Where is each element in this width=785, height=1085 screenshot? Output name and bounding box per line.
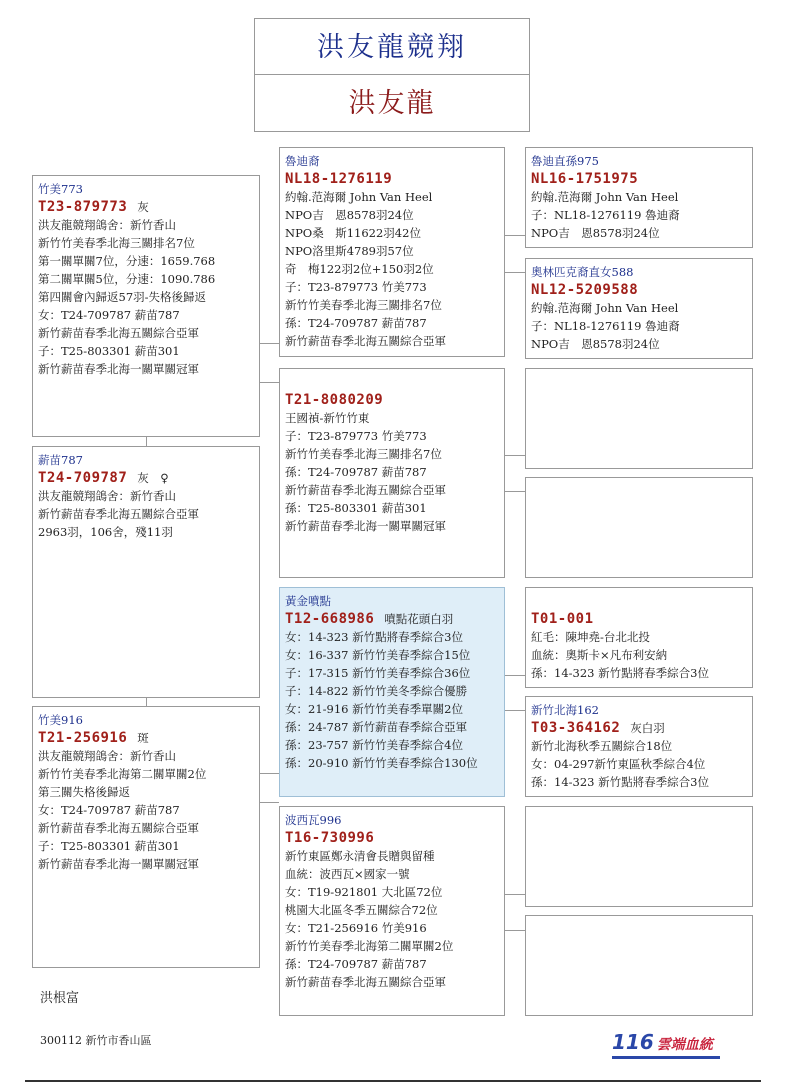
record-line: 孫：T24-709787 薪苗787 bbox=[285, 316, 427, 330]
bird-name: 魯迪直孫975 bbox=[531, 154, 599, 168]
connector bbox=[505, 930, 525, 931]
ring-number bbox=[38, 729, 254, 747]
pedigree-box-ddd bbox=[525, 915, 753, 1016]
record-line: 新竹東區鄭永清會長贈與留種 bbox=[285, 849, 435, 863]
record-line: 新竹薪苗春季北海五關綜合亞軍 bbox=[285, 975, 446, 989]
pedigree-box-dsd bbox=[525, 696, 753, 797]
record-line: 新竹竹美春季北海三關排名7位 bbox=[285, 298, 442, 312]
record-line: 新竹薪苗春季北海五關綜合亞軍 bbox=[285, 334, 446, 348]
ring-number bbox=[285, 391, 499, 409]
record-line: 洪友龍競翔鴿舍：新竹香山 bbox=[38, 489, 176, 503]
address: 300112 新竹市香山區 bbox=[40, 1034, 152, 1047]
record-line: 子：T23-879773 竹美773 bbox=[285, 429, 427, 443]
record-line: 女：T24-709787 薪苗787 bbox=[38, 803, 180, 817]
pedigree-box-sds bbox=[525, 368, 753, 469]
ring-number bbox=[285, 829, 499, 847]
ring-number bbox=[531, 719, 747, 737]
record-line: 約翰.范海爾 John Van Heel bbox=[285, 190, 433, 204]
record-line: NPO吉 恩8578羽24位 bbox=[531, 226, 660, 240]
record-line: 2963羽，106舍，殘11羽 bbox=[38, 525, 173, 539]
pedigree-box-dss bbox=[525, 587, 753, 688]
logo-number: 116 bbox=[612, 1030, 654, 1054]
record-line: 約翰.范海爾 John Van Heel bbox=[531, 190, 679, 204]
divider bbox=[25, 1080, 761, 1082]
pedigree-box-self bbox=[32, 446, 260, 698]
connector bbox=[505, 272, 525, 273]
pedigree-box-dds bbox=[525, 806, 753, 907]
pedigree-box-sire bbox=[32, 175, 260, 437]
record-line: NPO吉 恩8578羽24位 bbox=[285, 208, 414, 222]
ring-number bbox=[285, 170, 499, 188]
bird-name: 奧林匹克裔直女588 bbox=[531, 265, 634, 279]
pedigree-box-sire-dam bbox=[279, 368, 505, 578]
bird-name: 薪苗787 bbox=[38, 453, 83, 467]
pedigree-box-dam bbox=[32, 706, 260, 968]
record-line: 第一關單關7位，分速：1659.768 bbox=[38, 254, 216, 268]
ring-number-text: T23-879773 bbox=[38, 199, 128, 215]
record-line: 孫：T25-803301 薪苗301 bbox=[285, 501, 427, 515]
owner-name: 洪友龍 bbox=[254, 74, 530, 132]
record-line: 子：NL18-1276119 魯迪裔 bbox=[531, 208, 680, 222]
ring-number bbox=[38, 469, 254, 487]
ring-number bbox=[38, 198, 254, 216]
record-line: 子：NL18-1276119 魯迪裔 bbox=[531, 319, 680, 333]
logo-text: 雲端血統 bbox=[656, 1037, 713, 1053]
record-line: 孫：20-910 新竹竹美春季綜合130位 bbox=[285, 756, 478, 770]
record-line: 孫：T24-709787 薪苗787 bbox=[285, 465, 427, 479]
record-line: 新竹薪苗春季北海一關單關冠軍 bbox=[285, 519, 446, 533]
record-line: 洪友龍競翔鴿舍：新竹香山 bbox=[38, 218, 176, 232]
record-line: 奇 梅122羽2位+150羽2位 bbox=[285, 262, 434, 276]
record-line: 孫：24-787 新竹薪苗春季綜合亞軍 bbox=[285, 720, 468, 734]
record-line: NPO洛里斯4789羽57位 bbox=[285, 244, 414, 258]
ring-number-text: T16-730996 bbox=[285, 830, 375, 846]
breeder-name: 洪根富 bbox=[40, 991, 80, 1006]
record-line: NPO桑 斯11622羽42位 bbox=[285, 226, 421, 240]
record-line: 新竹薪苗春季北海五關綜合亞軍 bbox=[38, 821, 199, 835]
record-line: 第三關失格後歸返 bbox=[38, 785, 130, 799]
ring-number-text: NL12-5209588 bbox=[531, 282, 639, 298]
record-line: 子：T25-803301 薪苗301 bbox=[38, 839, 180, 853]
pedigree-box-sss bbox=[525, 147, 753, 248]
record-line: NPO吉 恩8578羽24位 bbox=[531, 337, 660, 351]
record-line: 洪友龍競翔鴿舍：新竹香山 bbox=[38, 749, 176, 763]
connector bbox=[146, 437, 147, 446]
record-line: 女：T24-709787 薪苗787 bbox=[38, 308, 180, 322]
record-line: 桃園大北區冬季五關綜合72位 bbox=[285, 903, 438, 917]
connector bbox=[505, 710, 525, 711]
pedigree-box-sire-sire bbox=[279, 147, 505, 357]
ring-number-text: NL18-1276119 bbox=[285, 171, 393, 187]
record-line: 第二關單關5位，分速：1090.786 bbox=[38, 272, 216, 286]
connector bbox=[260, 382, 279, 383]
connector bbox=[505, 675, 525, 676]
record-line: 孫：23-757 新竹竹美春季綜合4位 bbox=[285, 738, 463, 752]
record-line: 女：21-916 新竹竹美春季單關2位 bbox=[285, 702, 463, 716]
record-line: 女：T19-921801 大北區72位 bbox=[285, 885, 443, 899]
bird-name: 波西瓦996 bbox=[285, 813, 342, 827]
record-line: 新竹竹美春季北海三關排名7位 bbox=[38, 236, 195, 250]
ring-number bbox=[531, 610, 747, 628]
record-line: 新竹薪苗春季北海五關綜合亞軍 bbox=[38, 326, 199, 340]
record-line: 子：17-315 新竹竹美春季綜合36位 bbox=[285, 666, 471, 680]
ring-number-text: T24-709787 bbox=[38, 470, 128, 486]
connector bbox=[505, 491, 525, 492]
record-line: 子：T25-803301 薪苗301 bbox=[38, 344, 180, 358]
ring-number-text: NL16-1751975 bbox=[531, 171, 639, 187]
bird-name: 魯迪裔 bbox=[285, 154, 320, 168]
record-line: 女：T21-256916 竹美916 bbox=[285, 921, 427, 935]
record-line: 新竹竹美春季北海三關排名7位 bbox=[285, 447, 442, 461]
record-line: 第四關會內歸返57羽-失格後歸返 bbox=[38, 290, 207, 304]
ring-number-text: T01-001 bbox=[531, 611, 594, 627]
connector bbox=[505, 235, 525, 236]
record-line: 孫：T24-709787 薪苗787 bbox=[285, 957, 427, 971]
record-line: 女：16-337 新竹竹美春季綜合15位 bbox=[285, 648, 471, 662]
ring-number bbox=[531, 170, 747, 188]
page-title: 洪友龍競翔 bbox=[254, 18, 530, 75]
pedigree-box-dam-sire bbox=[279, 587, 505, 797]
color-tag: 噴點花頭白羽 bbox=[384, 612, 454, 626]
record-line: 新竹北海秋季五關綜合18位 bbox=[531, 739, 673, 753]
record-line: 王國禎-新竹竹東 bbox=[285, 411, 370, 425]
color-tag: 灰 bbox=[137, 200, 149, 214]
record-line: 約翰.范海爾 John Van Heel bbox=[531, 301, 679, 315]
record-line: 新竹竹美春季北海第二關單關2位 bbox=[285, 939, 454, 953]
color-tag: 斑 bbox=[137, 731, 149, 745]
connector bbox=[260, 802, 279, 803]
record-line: 新竹薪苗春季北海一關單關冠軍 bbox=[38, 857, 199, 871]
record-line: 孫：14-323 新竹點將春季綜合3位 bbox=[531, 775, 709, 789]
color-tag: 灰 ♀ bbox=[137, 471, 169, 485]
record-line: 女：04-297新竹東區秋季綜合4位 bbox=[531, 757, 706, 771]
ring-number-text: T21-8080209 bbox=[285, 392, 384, 408]
pedigree-box-dam-dam bbox=[279, 806, 505, 1016]
pedigree-box-sdd bbox=[525, 477, 753, 578]
bird-name: 新竹北海162 bbox=[531, 703, 599, 717]
record-line: 孫：14-323 新竹點將春季綜合3位 bbox=[531, 666, 709, 680]
color-tag: 灰白羽 bbox=[630, 721, 665, 735]
logo bbox=[612, 1030, 713, 1054]
record-line: 新竹竹美春季北海第二關單關2位 bbox=[38, 767, 207, 781]
ring-number bbox=[285, 610, 499, 628]
record-line: 新竹薪苗春季北海五關綜合亞軍 bbox=[285, 483, 446, 497]
record-line: 子：14-822 新竹竹美冬季綜合優勝 bbox=[285, 684, 468, 698]
record-line: 血統：奧斯卡×凡布利安納 bbox=[531, 648, 668, 662]
ring-number bbox=[531, 281, 747, 299]
ring-number-text: T21-256916 bbox=[38, 730, 128, 746]
bird-name: 黃金噴點 bbox=[285, 594, 331, 608]
record-line: 血統：波西瓦×國家一號 bbox=[285, 867, 410, 881]
record-line: 新竹薪苗春季北海五關綜合亞軍 bbox=[38, 507, 199, 521]
connector bbox=[505, 455, 525, 456]
record-line: 女：14-323 新竹點將春季綜合3位 bbox=[285, 630, 463, 644]
bird-name: 竹美916 bbox=[38, 713, 83, 727]
record-line: 新竹薪苗春季北海一關單關冠軍 bbox=[38, 362, 199, 376]
connector bbox=[260, 773, 279, 774]
connector bbox=[260, 343, 279, 344]
ring-number-text: T12-668986 bbox=[285, 611, 375, 627]
ring-number-text: T03-364162 bbox=[531, 720, 621, 736]
bird-name: 竹美773 bbox=[38, 182, 83, 196]
pedigree-box-ssd bbox=[525, 258, 753, 359]
record-line: 紅毛：陳坤堯-台北北投 bbox=[531, 630, 650, 644]
connector bbox=[146, 698, 147, 706]
connector bbox=[505, 894, 525, 895]
record-line: 子：T23-879773 竹美773 bbox=[285, 280, 427, 294]
